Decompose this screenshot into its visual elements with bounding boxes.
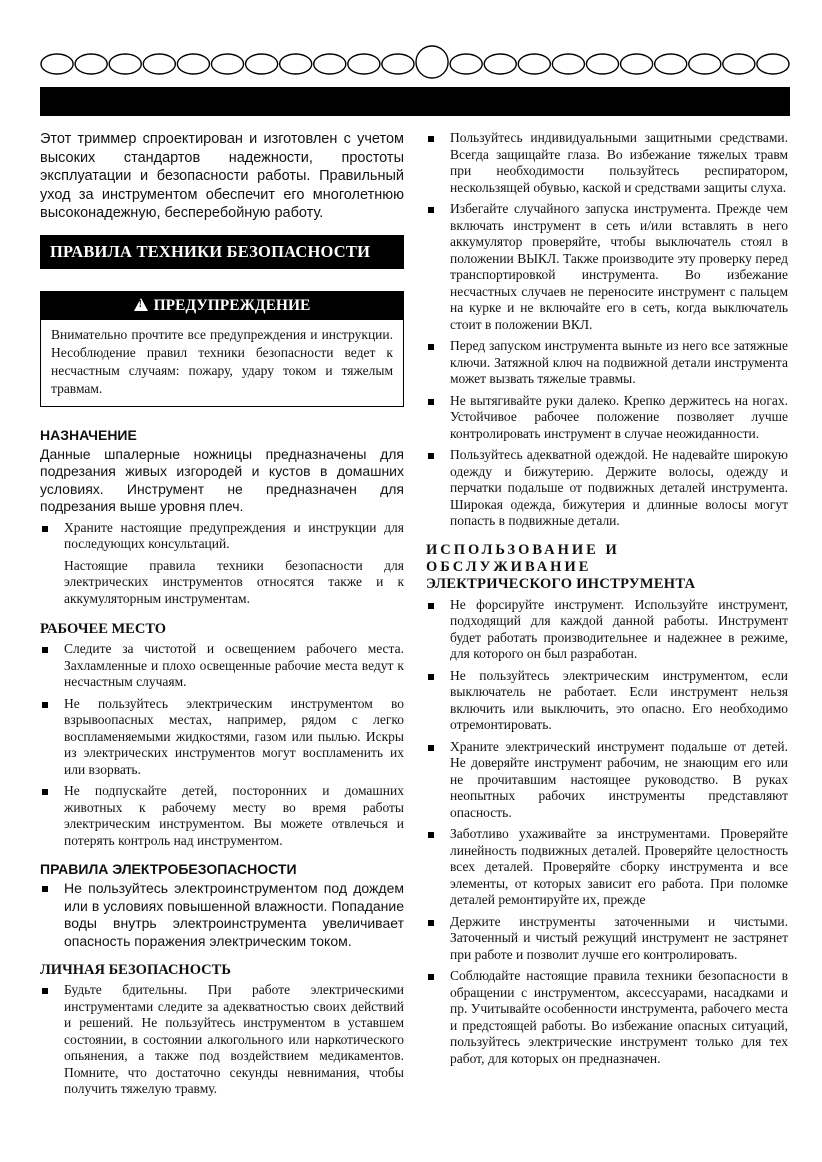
usage-heading-line2: ЭЛЕКТРИЧЕСКОГО ИНСТРУМЕНТА <box>426 575 696 592</box>
safety-rules-banner: ПРАВИЛА ТЕХНИКИ БЕЗОПАСНОСТИ <box>40 235 404 269</box>
warning-box <box>40 291 404 407</box>
list-item: Следите за чистотой и освещением рабочего места. Захламленные и плохо освещенные рабочие места ведут к несчастным случаям. <box>40 641 404 691</box>
electrical-heading: ПРАВИЛА ЭЛЕКТРОБЕЗОПАСНОСТИ <box>40 861 297 877</box>
list-item: Избегайте случайного запуска инструмента. Прежде чем включать инструмент в сеть и/или вставлять в него аккумулятор проверяйте, чтобы выключатель стоял в положении ВЫКЛ. Также производите эту проверку перед транспортировкой инструмента. Во избежание несчастных случаев не переносите инструмент с пальцем на курке и не включайте его в сеть, когда выключатель стоит в положении ВКЛ. <box>426 201 788 333</box>
language-oval <box>348 54 380 74</box>
language-oval <box>75 54 107 74</box>
warning-title: ПРЕДУПРЕЖДЕНИЕ <box>153 296 311 314</box>
language-oval <box>518 54 550 74</box>
warning-header <box>41 292 403 320</box>
list-item: Соблюдайте настоящие правила техники безопасности в обращении с инструментом, аксессуарами, насадками и пр. Учитывайте особенности инструмента, рабочего места и предстоящей работы. Во избежание опасных ситуаций, пользуйтесь электрические инструмент только для тех работ, для которых он предназначен. <box>426 968 788 1067</box>
list-item: Держите инструменты заточенными и чистыми. Заточенный и чистый режущий инструмент не застрянет при работе и позволит лучше его контролировать. <box>426 914 788 964</box>
language-oval <box>723 54 755 74</box>
purpose-text: Данные шпалерные ножницы предназначены для подрезания живых изгородей и кустов в домашних условиях. Инструмент не предназначен для подрезания выше уровня плеч. <box>40 445 404 514</box>
language-oval <box>757 54 789 74</box>
list-item: Не пользуйтесь электроинструментом под дождем или в условиях повышенной влажности. Попадание воды внутрь электроинструмента увеличивает опасность поражения электрическим током. <box>40 880 404 950</box>
workplace-heading: РАБОЧЕЕ МЕСТО <box>40 621 167 637</box>
personal-heading: ЛИЧНАЯ БЕЗОПАСНОСТЬ <box>40 962 231 978</box>
language-oval <box>552 54 584 74</box>
language-oval <box>450 54 482 74</box>
language-oval <box>382 54 414 74</box>
list-item: Не пользуйтесь электрическим инструментом во взрывоопасных местах, например, рядом с легко воспламеняемыми жидкостями, газом или пылью. Искры из электрических инструментов могут воспламенить их или взорвать. <box>40 696 404 779</box>
usage-heading <box>426 542 788 593</box>
language-oval <box>143 54 175 74</box>
purpose-heading: НАЗНАЧЕНИЕ <box>40 426 137 443</box>
list-item: Пользуйтесь индивидуальными защитными средствами. Всегда защищайте глаза. Во избежание тяжелых травм при необходимости пользуйтесь респиратором, нескользящей обувью, каской и средствами защиты слуха. <box>426 130 788 196</box>
language-oval <box>246 54 278 74</box>
list-item: Будьте бдительны. При работе электрическими инструментами следите за адекватностью своих действий и решений. Не пользуйтесь инструментом в уставшем состоянии, в состоянии алкогольного или наркотического опьянения, а также под воздействием медикаментов. Помните, что достаточно секунды невнимания, чтобы получить тяжелую травму. <box>40 982 404 1098</box>
list-item: Перед запуском инструмента выньте из него все затяжные ключи. Затяжной ключ на подвижной детали инструмента может вызвать тяжелые травмы. <box>426 338 788 388</box>
language-oval <box>621 54 653 74</box>
language-tab-ovals <box>40 44 790 80</box>
language-oval <box>109 54 141 74</box>
list-item: Храните электрический инструмент подальше от детей. Не доверяйте инструмент рабочим, не знающим его или не прочитавшим настоящее руководство. В руках неопытных рабочих инструменты представляют опасность. <box>426 739 788 822</box>
warning-triangle-icon: ! <box>134 298 148 311</box>
list-item: Не пользуйтесь электрическим инструментом, если выключатель не работает. Если инструмент нельзя включить или выключить, это опасно. Его необходимо отремонтировать. <box>426 668 788 734</box>
list-item: Не форсируйте инструмент. Используйте инструмент, подходящий для каждой данной работы. Инструмент будет работать производительнее и надежнее в режиме, для которого он был разработан. <box>426 597 788 663</box>
intro-text: Этот триммер спроектирован и изготовлен с учетом высоких стандартов надежности, простоты эксплуатации и безопасности работы. Правильный уход за инструментом обеспечит его многолетнюю высоконадежную, бесперебойную работу. <box>40 131 404 221</box>
purpose-bullet: Храните настоящие предупреждения и инструкции для последующих консультаций. <box>40 520 404 553</box>
purpose-note: Настоящие правила техники безопасности для электрических инструментов относятся также и к аккумуляторным инструментам. <box>64 557 404 606</box>
language-oval <box>211 54 243 74</box>
language-oval <box>586 54 618 74</box>
list-item: Заботливо ухаживайте за инструментами. Проверяйте линейность подвижных деталей. Проверяйте целостность всех деталей. Проверяйте сборку инструмента и все элементы, от которых зависит его работа. При поломке деталей ремонтируйте их, прежде <box>426 826 788 909</box>
list-item: Не вытягивайте руки далеко. Крепко держитесь на ногах. Устойчивое рабочее положение позволяет лучше контролировать инструмент в случае неожиданности. <box>426 393 788 443</box>
list-item: Пользуйтесь адекватной одеждой. Не надевайте широкую одежду и бижутерию. Держите волосы, одежду и перчатки подальше от подвижных деталей инструмента. Широкая одежда, бижутерия и длинные волосы могут попасть в подвижные детали. <box>426 447 788 530</box>
right-column <box>426 130 788 1079</box>
usage-heading-line1: ИСПОЛЬЗОВАНИЕ И ОБСЛУЖИВАНИЕ <box>426 541 620 575</box>
left-column <box>40 130 404 1110</box>
language-oval <box>314 54 346 74</box>
header-bar <box>40 87 790 116</box>
list-item: Не подпускайте детей, посторонних и домашних животных к рабочему месту во время работы электрическим инструментом. Вы можете отвлечься и потерять контроль над инструментом. <box>40 783 404 849</box>
language-oval <box>655 54 687 74</box>
language-oval <box>177 54 209 74</box>
language-oval <box>484 54 516 74</box>
language-oval <box>280 54 312 74</box>
warning-text: Внимательно прочтите все предупреждения и инструкции. Несоблюдение правил техники безопасности ведет к несчастным случаям: пожару, удару током и тяжелым травмам. <box>51 326 393 396</box>
language-oval-active <box>416 46 448 78</box>
language-oval <box>41 54 73 74</box>
language-oval <box>689 54 721 74</box>
